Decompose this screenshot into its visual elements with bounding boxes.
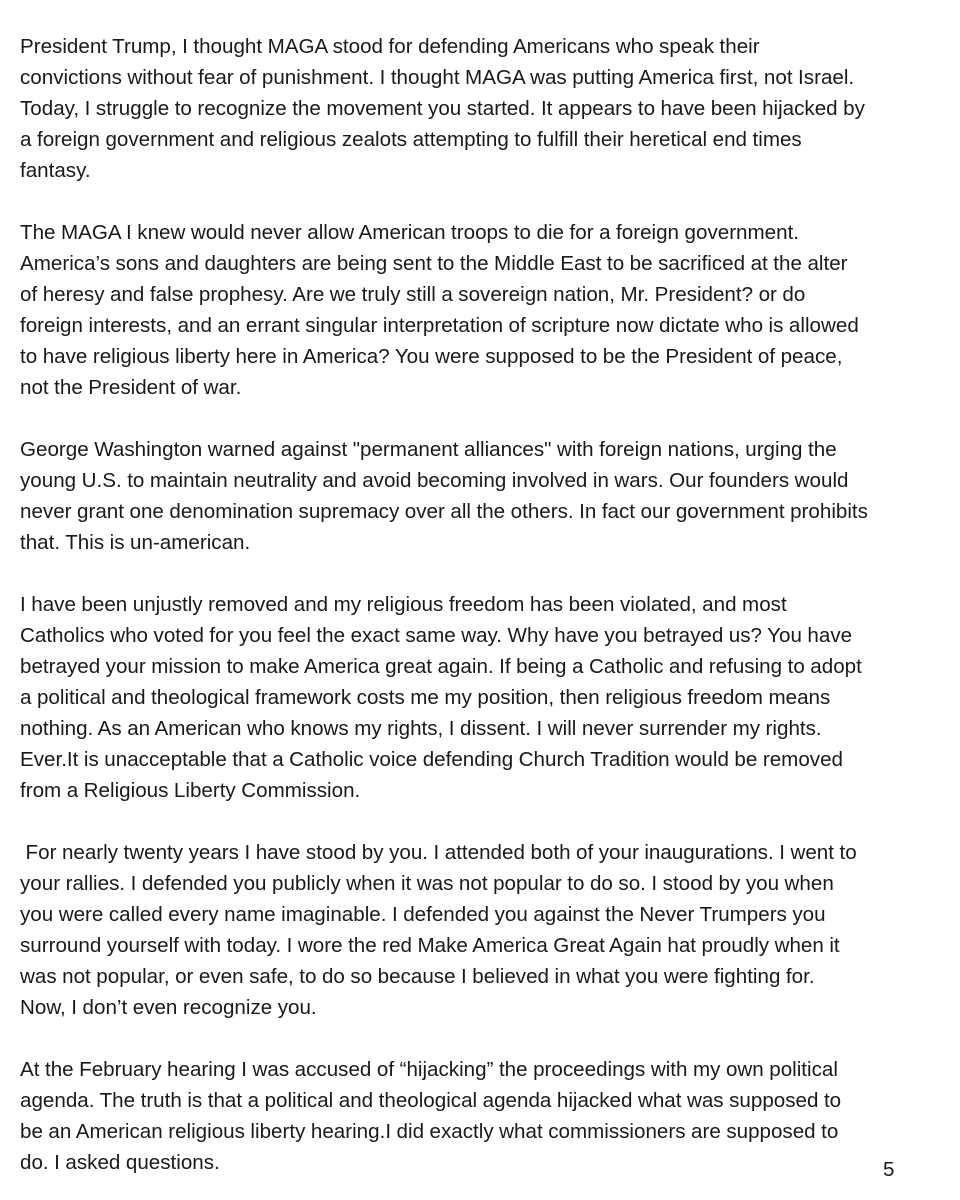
paragraph-george-washington: George Washington warned against "permanent alliances" with foreign nations, urging the young U.S. to maintain neutrality and avoid becoming involved in wars. Our founders would never grant one denomination supremacy over all the others. In fact our government prohibits that. This is un-american.: [20, 438, 868, 554]
page-number: 5: [883, 1158, 895, 1181]
paragraph-removal: I have been unjustly removed and my religious freedom has been violated, and most Catholics who voted for you feel the exact same way. Why have you betrayed us? You have betrayed your mission to make America great again. If being a Catholic and refusing to adopt a political and theological framework costs me my position, then religious freedom means nothing. As an American who knows my rights, I dissent. I will never surrender my rights. Ever.It is unacceptable that a Catholic voice defending Church Tradition would be removed from a Religious Liberty Commission.: [20, 593, 862, 802]
paragraph-february-hearing: At the February hearing I was accused of “hijacking” the proceedings with my own political agenda. The truth is that a political and theological agenda hijacked what was supposed to be an American religious liberty hearing.I did exactly what commissioners are supposed to do. I asked questions.: [20, 1058, 842, 1174]
document-body: [20, 31, 950, 1178]
paragraph-troops: The MAGA I knew would never allow American troops to die for a foreign government. America’s sons and daughters are being sent to the Middle East to be sacrificed at the alter of heresy and false prophesy. Are we truly still a sovereign nation, Mr. President? or do foreign interests, and an errant singular interpretation of scripture now dictate who is allowed to have religious liberty here in America? You were supposed to be the President of peace, not the President of war.: [20, 221, 859, 399]
paragraph-maga-definition: President Trump, I thought MAGA stood for defending Americans who speak their convictions without fear of punishment. I thought MAGA was putting America first, not Israel. Today, I struggle to recognize the movement you started. It appears to have been hijacked by a foreign government and religious zealots attempting to fulfill their heretical end times fantasy.: [20, 35, 865, 182]
paragraph-loyalty: For nearly twenty years I have stood by you. I attended both of your inaugurations. I went to your rallies. I defended you publicly when it was not popular to do so. I stood by you when you were called every name imaginable. I defended you against the Never Trumpers you surround yourself with today. I wore the red Make America Great Again hat proudly when it was not popular, or even safe, to do so because I believed in what you were fighting for. Now, I don’t even recognize you.: [20, 841, 857, 1019]
